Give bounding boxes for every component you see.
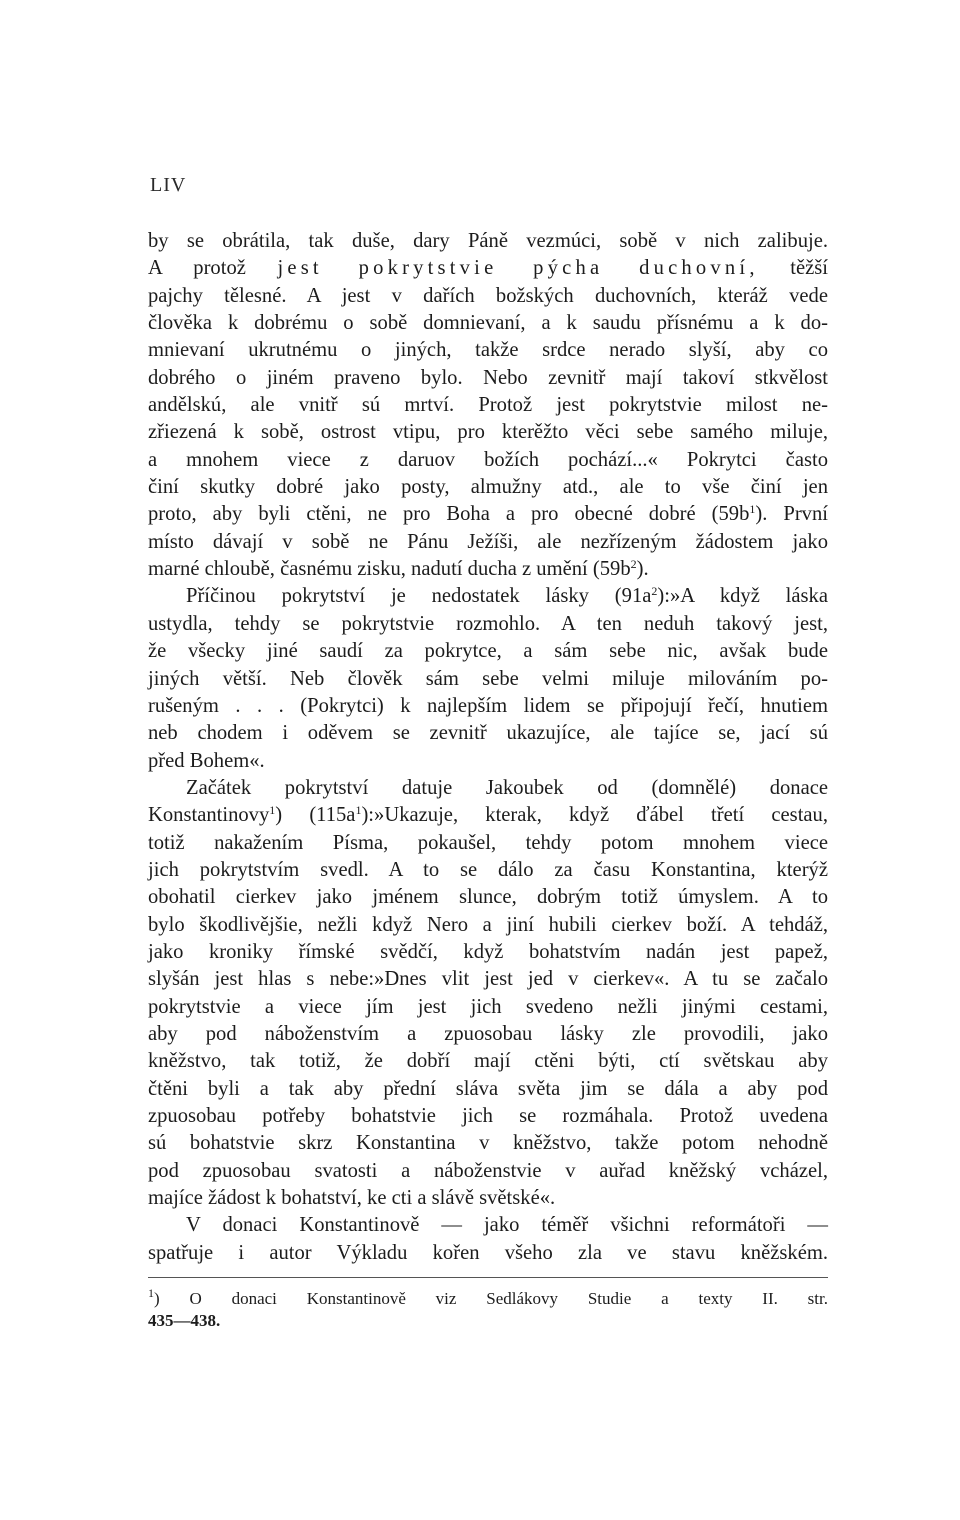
- text-line: pokrytstvie a viece jím jest jich svedeno nežli jinými cestami,: [148, 995, 828, 1018]
- text-line: majíce žádost k bohatství, ke cti a slávě světské«.: [148, 1187, 556, 1210]
- text-fragment: Konstantinovy: [148, 804, 270, 827]
- text-line: dobrého o jiném praveno bylo. Nebo zevnitř mají takoví stkvělost: [148, 366, 828, 389]
- text-fragment: ):»A když láska: [657, 585, 828, 608]
- footnote-ref: 1: [355, 803, 362, 818]
- text-fragment: ).: [636, 558, 649, 581]
- text-line: obohatil cierkev jako jménem slunce, dobrým totiž úmyslem. A to: [148, 886, 828, 909]
- text-line: čtěni byli a tak aby přední sláva světa jim se dála a aby pod: [148, 1077, 828, 1100]
- text-line: [148, 255, 828, 282]
- text-fragment: proto, aby byli ctěni, ne pro Boha a pro obecné dobré (59b: [148, 503, 750, 526]
- text-line: a mnohem viece z daruov božích pochází...« Pokrytci často: [148, 448, 828, 471]
- text-fragment: A protož: [148, 257, 246, 280]
- text-fragment: marné chloubě, časnému zisku, nadutí ducha z umění (59b: [148, 558, 631, 581]
- main-text: [148, 228, 828, 1267]
- text-line: sú bohatstvie skrz Konstantina v kněžstvo, takže potom nehodně: [148, 1132, 828, 1155]
- text-line: činí skutky dobré jako posty, almužny atd., ale to vše činí jen: [148, 476, 828, 499]
- footnote-text: ) O donaci Konstantinově viz Sedlákovy Studie a texty II. str.: [154, 1289, 828, 1308]
- text-line: před Bohem«.: [148, 749, 265, 772]
- text-line: aby pod náboženstvím a zpuosobau lásky zle provodili, jako: [148, 1022, 828, 1045]
- text-line: zřiezená k sobě, ostrost vtipu, pro kterěžto věci sebe samého miluje,: [148, 421, 828, 444]
- text-line: Začátek pokrytství datuje Jakoubek od (domnělé) donace: [186, 776, 828, 799]
- text-line: pajchy tělesné. A jest v dařích božských duchovních, kteráž vede: [148, 284, 828, 307]
- footnote-ref: 1: [269, 803, 276, 818]
- text-line: spatřuje i autor Výkladu kořen všeho zla ve stavu kněžském.: [148, 1241, 828, 1264]
- text-line: [148, 583, 828, 610]
- text-line: místo dávají v sobě ne Pánu Ježíši, ale nezřízeným žádostem jako: [148, 530, 828, 553]
- footnote-ref: 1: [749, 502, 756, 517]
- footnote-marker: 1: [148, 1286, 154, 1300]
- text-line: by se obrátila, tak duše, dary Páně vezmúci, sobě v nich zalibuje.: [148, 230, 828, 252]
- footnote-line: 435—438.: [148, 1311, 221, 1330]
- text-line: kněžstvo, tak totiž, že dobří mají ctěni býti, ctí světskau aby: [148, 1050, 828, 1073]
- spaced-emphasis: jest pokrytstvie pýcha duchovní,: [277, 257, 759, 280]
- text-line: ustydla, tehdy se pokrytstvie rozmohlo. A ten neduh takový jest,: [148, 612, 828, 635]
- text-line: [148, 501, 828, 528]
- text-line: [148, 802, 828, 829]
- text-line: zpuosobau potřeby bohatstvie jich se rozmáhala. Protož uvedena: [148, 1105, 828, 1127]
- text-fragment: ):»Ukazuje, kterak, když ďábel třetí cestau,: [361, 804, 828, 827]
- text-line: rušeným . . . (Pokrytci) k najlepším lidem se připojují řečí, hnutiem: [148, 694, 828, 717]
- text-line: jich pokrytstvím svedl. A to se dálo za času Konstantina, kterýž: [148, 858, 828, 881]
- text-line: [148, 556, 828, 583]
- page-number: LIV: [150, 174, 187, 196]
- text-line: mnievaní ukrutnému o jiných, takže srdce nerado slyší, aby co: [148, 339, 828, 362]
- footnote-ref: 2: [651, 584, 658, 599]
- text-line: jiných větší. Neb člověk sám sebe velmi miluje milováním po-: [148, 667, 828, 690]
- text-line: že všecky jiné saudí za pokrytce, a sám sebe nic, avšak bude: [148, 640, 828, 663]
- text-line: jako kroniky římské svědčí, když bohatstvím nadán jest papež,: [148, 940, 828, 963]
- text-line: pod zpuosobau svatosti a náboženstvie v auřad kněžský vcházel,: [148, 1159, 828, 1182]
- text-line: V donaci Konstantinově — jako téměř všichni reformátoři —: [186, 1214, 828, 1237]
- text-line: bylo škodlivějšie, nežli když Nero a jiní hubili cierkev boží. A tehdáž,: [148, 913, 828, 936]
- text-line: neb chodem i oděvem se zevnitř ukazujíce, ale tajíce se, jací sú: [148, 722, 828, 745]
- text-line: totiž nakažením Písma, pokaušel, tehdy potom mnohem viece: [148, 831, 828, 854]
- text-fragment: těžší: [790, 257, 828, 280]
- text-fragment: Příčinou pokrytství je nedostatek lásky (91a: [186, 585, 652, 608]
- text-line: slyšán jest hlas s nebe:»Dnes vlit jest jed v cierkev«. A tu se začalo: [148, 968, 828, 991]
- text-fragment: ). První: [755, 503, 828, 526]
- footnote-divider: [148, 1277, 828, 1278]
- footnote-line: [148, 1288, 828, 1310]
- text-fragment: ) (115a: [275, 804, 356, 827]
- footnote: [148, 1288, 828, 1332]
- text-line: andělskú, ale vnitř sú mrtví. Protož jest pokrytstvie milost ne-: [148, 394, 828, 417]
- footnote-ref: 2: [630, 557, 637, 572]
- text-line: člověka k dobrému o sobě domnievaní, a k saudu přísnému a k do-: [148, 312, 828, 335]
